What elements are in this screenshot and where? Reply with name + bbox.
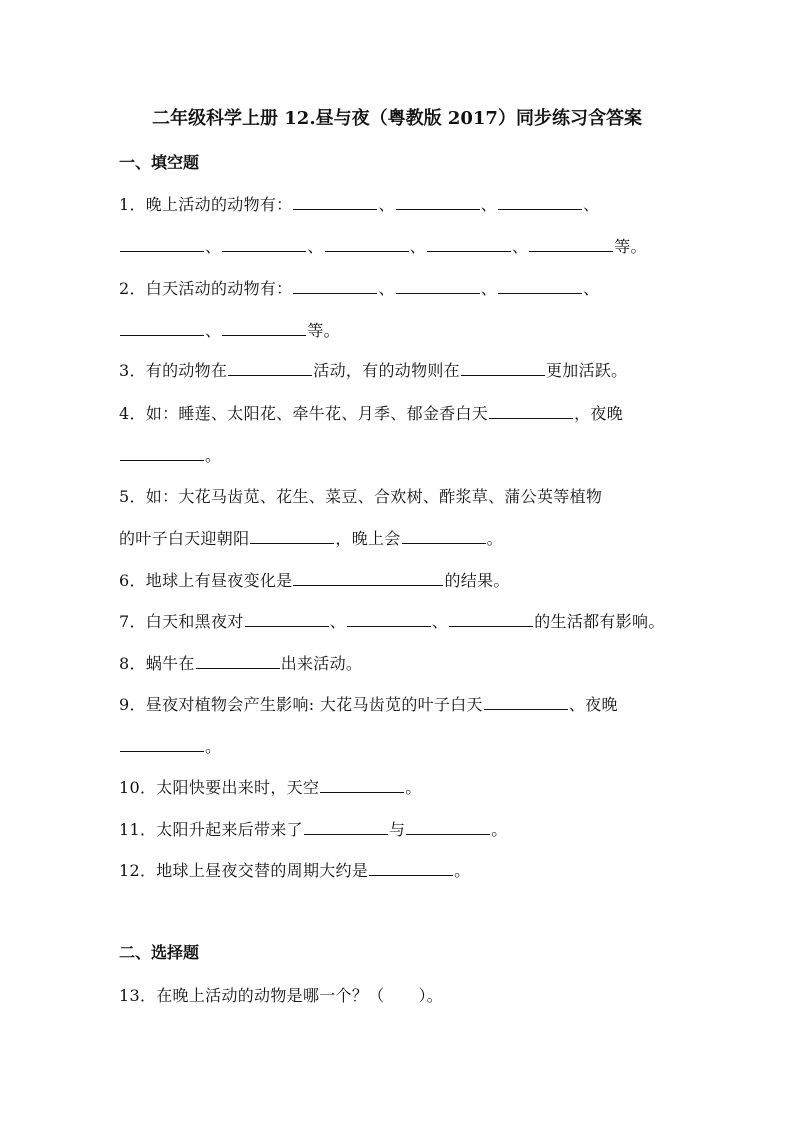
answer-blank[interactable] [250,529,334,544]
answer-blank[interactable] [120,737,204,752]
question-6: 6．地球上有昼夜变化是 的结果。 [119,571,510,590]
answer-blank[interactable] [120,237,204,252]
answer-blank[interactable] [245,612,329,627]
answer-blank[interactable] [320,778,404,793]
answer-blank[interactable] [347,612,431,627]
answer-blank[interactable] [406,820,490,835]
answer-blank[interactable] [498,279,582,294]
answer-blank[interactable] [304,820,388,835]
question-9-line-1: 9．昼夜对植物会产生影响: 大花马齿苋的叶子白天 、夜晚 [119,695,618,714]
page-title: 二年级科学上册 12.昼与夜（粤教版 2017）同步练习含答案 [152,108,642,129]
question-1-line-2: 、 、 、 、 等。 [119,234,647,257]
answer-blank[interactable] [228,361,312,376]
question-2-text: 2．白天活动的动物有： [119,279,293,298]
answer-blank[interactable] [293,571,443,586]
answer-blank[interactable] [529,237,613,252]
question-9-line-2: 。 [119,734,221,757]
answer-blank[interactable] [222,321,306,336]
answer-blank[interactable] [325,237,409,252]
question-3: 3．有的动物在 活动，有的动物则在 更加活跃。 [119,361,628,380]
answer-blank[interactable] [396,195,480,210]
question-1-text: 1．晚上活动的动物有： [119,195,293,214]
answer-blank[interactable] [427,237,511,252]
answer-blank[interactable] [461,361,545,376]
answer-blank[interactable] [396,279,480,294]
question-10: 10．太阳快要出来时，天空 。 [119,778,422,797]
answer-blank[interactable] [196,654,280,669]
section-choice-heading: 二、选择题 [119,943,200,962]
question-1-line-1: 1．晚上活动的动物有： 、 、 、 [119,195,600,214]
question-5-line-1: 5．如：大花马齿苋、花生、菜豆、合欢树、酢浆草、蒲公英等植物 [119,487,603,506]
question-12: 12．地球上昼夜交替的周期大约是 。 [119,861,471,880]
question-5-line-2: 的叶子白天迎朝阳 ，晚上会 。 [119,529,503,548]
answer-blank[interactable] [449,612,533,627]
question-11: 11．太阳升起来后带来了 与 。 [119,820,508,839]
answer-blank[interactable] [120,446,204,461]
question-7: 7．白天和黑夜对 、 、 的生活都有影响。 [119,612,665,631]
section-fill-heading: 一、填空题 [119,153,200,172]
answer-blank[interactable] [222,237,306,252]
answer-blank[interactable] [293,195,377,210]
answer-blank[interactable] [369,861,453,876]
question-13: 13．在晚上活动的动物是哪一个？（ ）。 [119,986,444,1005]
answer-blank[interactable] [120,321,204,336]
question-8: 8．蜗牛在 出来活动。 [119,654,363,673]
question-4-line-2: 。 [119,443,221,466]
answer-blank[interactable] [293,279,377,294]
question-2-line-2: 、 等。 [119,318,340,341]
answer-blank[interactable] [402,529,486,544]
answer-blank[interactable] [484,695,568,710]
question-4-line-1: 4．如：睡莲、太阳花、牵牛花、月季、郁金香白天 ，夜晚 [119,404,623,423]
question-2-line-1: 2．白天活动的动物有： 、 、 、 [119,279,600,298]
answer-blank[interactable] [489,404,573,419]
answer-blank[interactable] [498,195,582,210]
